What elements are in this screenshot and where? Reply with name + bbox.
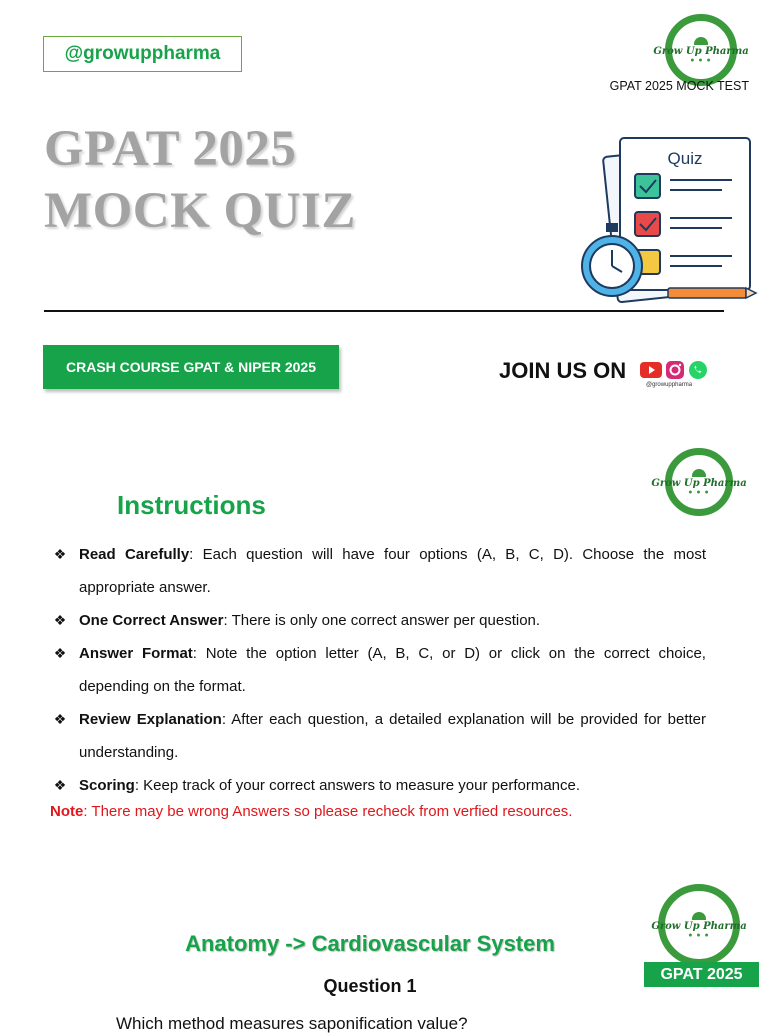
list-item [50, 703, 706, 769]
header-divider [44, 310, 724, 312]
leaf-icon [692, 912, 706, 920]
logo-dots-icon: ● ● ● [688, 931, 710, 939]
logo-dots-icon: ● ● ● [688, 488, 710, 496]
crash-course-label: CRASH COURSE GPAT & NIPER 2025 [66, 359, 316, 375]
join-us-label: JOIN US ON [499, 358, 627, 383]
title-line-1: GPAT 2025 [44, 121, 297, 177]
social-handle: @growuppharma [64, 43, 221, 64]
social-handle-small: @growuppharma [646, 382, 693, 388]
growup-pharma-logo [653, 14, 749, 86]
social-handle-box [43, 36, 242, 72]
note-text: : There may be wrong Answers so please recheck from verfied resources. [83, 803, 573, 820]
item-term: One Correct Answer [79, 612, 224, 629]
social-icons [640, 360, 708, 380]
diamond-bullet-icon: ❖ [53, 645, 67, 661]
item-text: : Keep track of your correct answers to measure your performance. [134, 777, 581, 794]
logo-dots-icon: ● ● ● [690, 56, 712, 64]
note-term: Note [50, 803, 84, 820]
logo-brand: Grow Up Pharma [651, 920, 747, 932]
item-term: Review Explanation [79, 711, 222, 728]
item-term: Scoring [79, 777, 135, 794]
crash-course-banner[interactable] [43, 345, 339, 389]
instructions-heading: Instructions [117, 490, 266, 520]
diamond-bullet-icon: ❖ [53, 777, 67, 793]
leaf-icon [692, 469, 706, 477]
question-text: Which method measures saponification value? [116, 1014, 468, 1033]
section-title: Anatomy -> Cardiovascular System [185, 931, 555, 956]
item-text: : There is only one correct answer per question. [223, 612, 541, 629]
leaf-icon [694, 37, 708, 45]
list-item [50, 637, 706, 703]
diamond-bullet-icon: ❖ [53, 612, 67, 628]
item-text: : Each question will have four options (A, B, C, D). Choose the most appropriate answer. [79, 546, 706, 596]
page-title [44, 118, 356, 242]
list-item [50, 538, 706, 604]
item-term: Answer Format [79, 645, 193, 662]
logo-brand: Grow Up Pharma [653, 45, 749, 57]
gpat-badge-label: GPAT 2025 [660, 965, 743, 983]
item-text: : Note the option letter (A, B, C, or D) or click on the correct choice, depending on the format. [79, 645, 706, 695]
quiz-illustration-label: Quiz [667, 149, 703, 168]
logo-brand: Grow Up Pharma [651, 477, 747, 489]
disclaimer-note [50, 803, 572, 820]
item-term: Read Carefully [79, 546, 190, 563]
question-number: Question 1 [323, 976, 417, 996]
instructions-list [50, 538, 706, 802]
mock-test-label: GPAT 2025 MOCK TEST [609, 79, 749, 93]
youtube-icon[interactable] [640, 362, 662, 378]
diamond-bullet-icon: ❖ [53, 711, 67, 727]
quiz-clipboard-illustration [580, 132, 758, 304]
list-item [50, 769, 706, 802]
whatsapp-icon[interactable] [688, 360, 708, 380]
list-item [50, 604, 706, 637]
instagram-icon[interactable] [665, 360, 685, 380]
growup-pharma-logo [651, 448, 747, 516]
item-text: : After each question, a detailed explanation will be provided for better understanding. [79, 711, 707, 761]
title-line-2: MOCK QUIZ [44, 183, 356, 239]
diamond-bullet-icon: ❖ [53, 546, 67, 562]
